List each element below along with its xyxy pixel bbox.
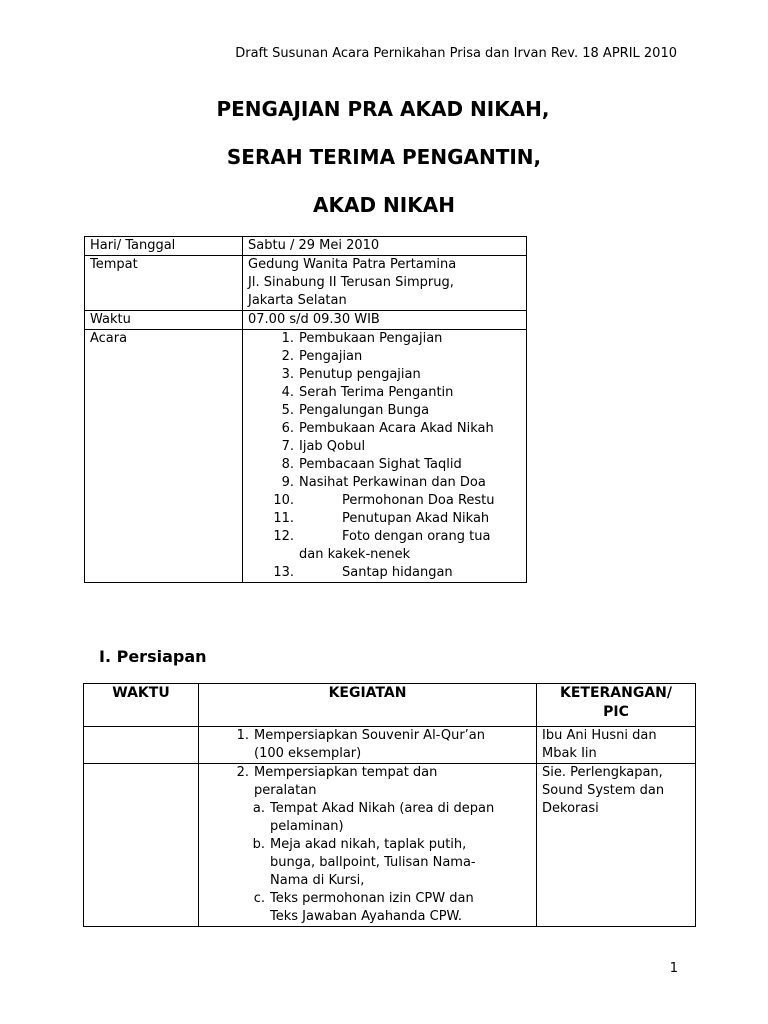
list-item (248, 330, 521, 348)
list-text: Pembukaan Pengajian (299, 331, 443, 346)
sub-item (203, 890, 532, 926)
title-line-2: SERAH TERIMA PENGANTIN, (226, 145, 542, 169)
sub-line: Teks Jawaban Ayahanda CPW. (270, 909, 463, 924)
list-number: 8. (281, 457, 294, 472)
pic-line: Ibu Ani Husni dan (542, 728, 657, 743)
table-row (84, 727, 696, 764)
sub-text (270, 836, 532, 890)
header-kegiatan: KEGIATAN (199, 684, 537, 727)
activity-text (254, 764, 532, 800)
header-keterangan (537, 684, 696, 727)
list-item (248, 546, 521, 564)
waktu-label: Waktu (85, 311, 243, 330)
tempat-line: Jl. Sinabung II Terusan Simprug, (248, 275, 454, 290)
sub-line: Meja akad nikah, taplak putih, (270, 837, 467, 852)
kegiatan-cell (199, 727, 537, 764)
list-text: dan kakek-nenek (299, 547, 411, 562)
list-item (248, 402, 521, 420)
list-text: Penutup pengajian (299, 367, 421, 382)
list-text: Pembacaan Sighat Taqlid (299, 457, 462, 472)
list-text: Foto dengan orang tua (342, 529, 491, 544)
header-keterangan-line: PIC (603, 704, 629, 720)
waktu-value: 07.00 s/d 09.30 WIB (243, 311, 527, 330)
list-number: 9. (281, 475, 294, 490)
pic-line: Sound System dan (542, 783, 665, 798)
title-line-3: AKAD NIKAH (313, 193, 455, 217)
list-text: Ijab Qobul (299, 439, 366, 454)
sub-item (203, 800, 532, 836)
list-item (248, 564, 521, 582)
waktu-cell (84, 727, 199, 764)
acara-list (248, 330, 521, 582)
hari-value: Sabtu / 29 Mei 2010 (243, 237, 527, 256)
kegiatan-cell (199, 764, 537, 927)
table-row (84, 764, 696, 927)
section-heading: I. Persiapan (99, 647, 207, 666)
tempat-value (243, 256, 527, 311)
activity-line: Mempersiapkan Souvenir Al-Qur’an (254, 728, 486, 743)
list-number: 5. (281, 403, 294, 418)
list-number: 10. (273, 493, 294, 508)
sub-item (203, 836, 532, 890)
sub-line: Nama di Kursi, (270, 873, 365, 888)
list-text: Permohonan Doa Restu (342, 493, 495, 508)
list-number: 4. (281, 385, 294, 400)
document-header: Draft Susunan Acara Pernikahan Prisa dan Irvan Rev. 18 APRIL 2010 (235, 46, 677, 61)
activity-line: peralatan (254, 783, 317, 798)
info-row-place (85, 256, 527, 311)
tempat-label: Tempat (85, 256, 243, 311)
list-text: Pengalungan Bunga (299, 403, 430, 418)
list-text: Pembukaan Acara Akad Nikah (299, 421, 494, 436)
info-row-agenda (85, 330, 527, 583)
list-item (248, 384, 521, 402)
list-number (248, 546, 299, 564)
list-item (248, 438, 521, 456)
list-number: 3. (281, 367, 294, 382)
list-text: Nasihat Perkawinan dan Doa (299, 475, 486, 490)
list-item (248, 366, 521, 384)
activity-item (203, 727, 532, 763)
sub-line: pelaminan) (270, 819, 344, 834)
sub-text (270, 890, 532, 926)
list-number: 12. (273, 529, 294, 544)
page-number: 1 (669, 961, 678, 976)
list-item (248, 510, 521, 528)
acara-label: Acara (85, 330, 243, 583)
pic-line: Mbak Iin (542, 746, 597, 761)
sub-letter: b. (252, 837, 265, 852)
list-number: 2. (281, 349, 294, 364)
info-row-time (85, 311, 527, 330)
activity-item (203, 764, 532, 800)
header-keterangan-line: KETERANGAN/ (559, 685, 672, 701)
list-number: 11. (273, 511, 294, 526)
list-number: 1. (281, 331, 294, 346)
sub-text (270, 800, 532, 836)
waktu-cell (84, 764, 199, 927)
list-text: Santap hidangan (342, 565, 453, 580)
list-item (248, 528, 521, 546)
pic-cell (537, 727, 696, 764)
list-text: Penutupan Akad Nikah (342, 511, 490, 526)
sub-line: bunga, ballpoint, Tulisan Nama- (270, 855, 476, 870)
sub-letter: c. (253, 891, 265, 906)
activity-number: 1. (236, 728, 249, 743)
list-item (248, 456, 521, 474)
sub-line: Tempat Akad Nikah (area di depan (270, 801, 495, 816)
activity-number: 2. (236, 765, 249, 780)
pic-cell (537, 764, 696, 927)
tempat-line: Jakarta Selatan (248, 293, 347, 308)
header-waktu: WAKTU (84, 684, 199, 727)
hari-label: Hari/ Tanggal (85, 237, 243, 256)
pic-line: Sie. Perlengkapan, (542, 765, 663, 780)
sub-line: Teks permohonan izin CPW dan (270, 891, 474, 906)
list-text: Serah Terima Pengantin (299, 385, 454, 400)
list-item (248, 420, 521, 438)
list-item (248, 492, 521, 510)
list-item (248, 348, 521, 366)
pic-line: Dekorasi (542, 801, 599, 816)
event-info-table (84, 236, 527, 583)
list-text: Pengajian (299, 349, 363, 364)
preparation-table (83, 683, 696, 927)
list-item (248, 474, 521, 492)
activity-text (254, 727, 532, 763)
title-line-1: PENGAJIAN PRA AKAD NIKAH, (216, 97, 550, 121)
list-number: 6. (281, 421, 294, 436)
activity-line: (100 eksemplar) (254, 746, 362, 761)
acara-value (243, 330, 527, 583)
info-row-date (85, 237, 527, 256)
list-number: 13. (273, 565, 294, 580)
sub-letter: a. (252, 801, 265, 816)
list-number: 7. (281, 439, 294, 454)
activity-line: Mempersiapkan tempat dan (254, 765, 438, 780)
tempat-line: Gedung Wanita Patra Pertamina (248, 257, 457, 272)
table-header-row (84, 684, 696, 727)
